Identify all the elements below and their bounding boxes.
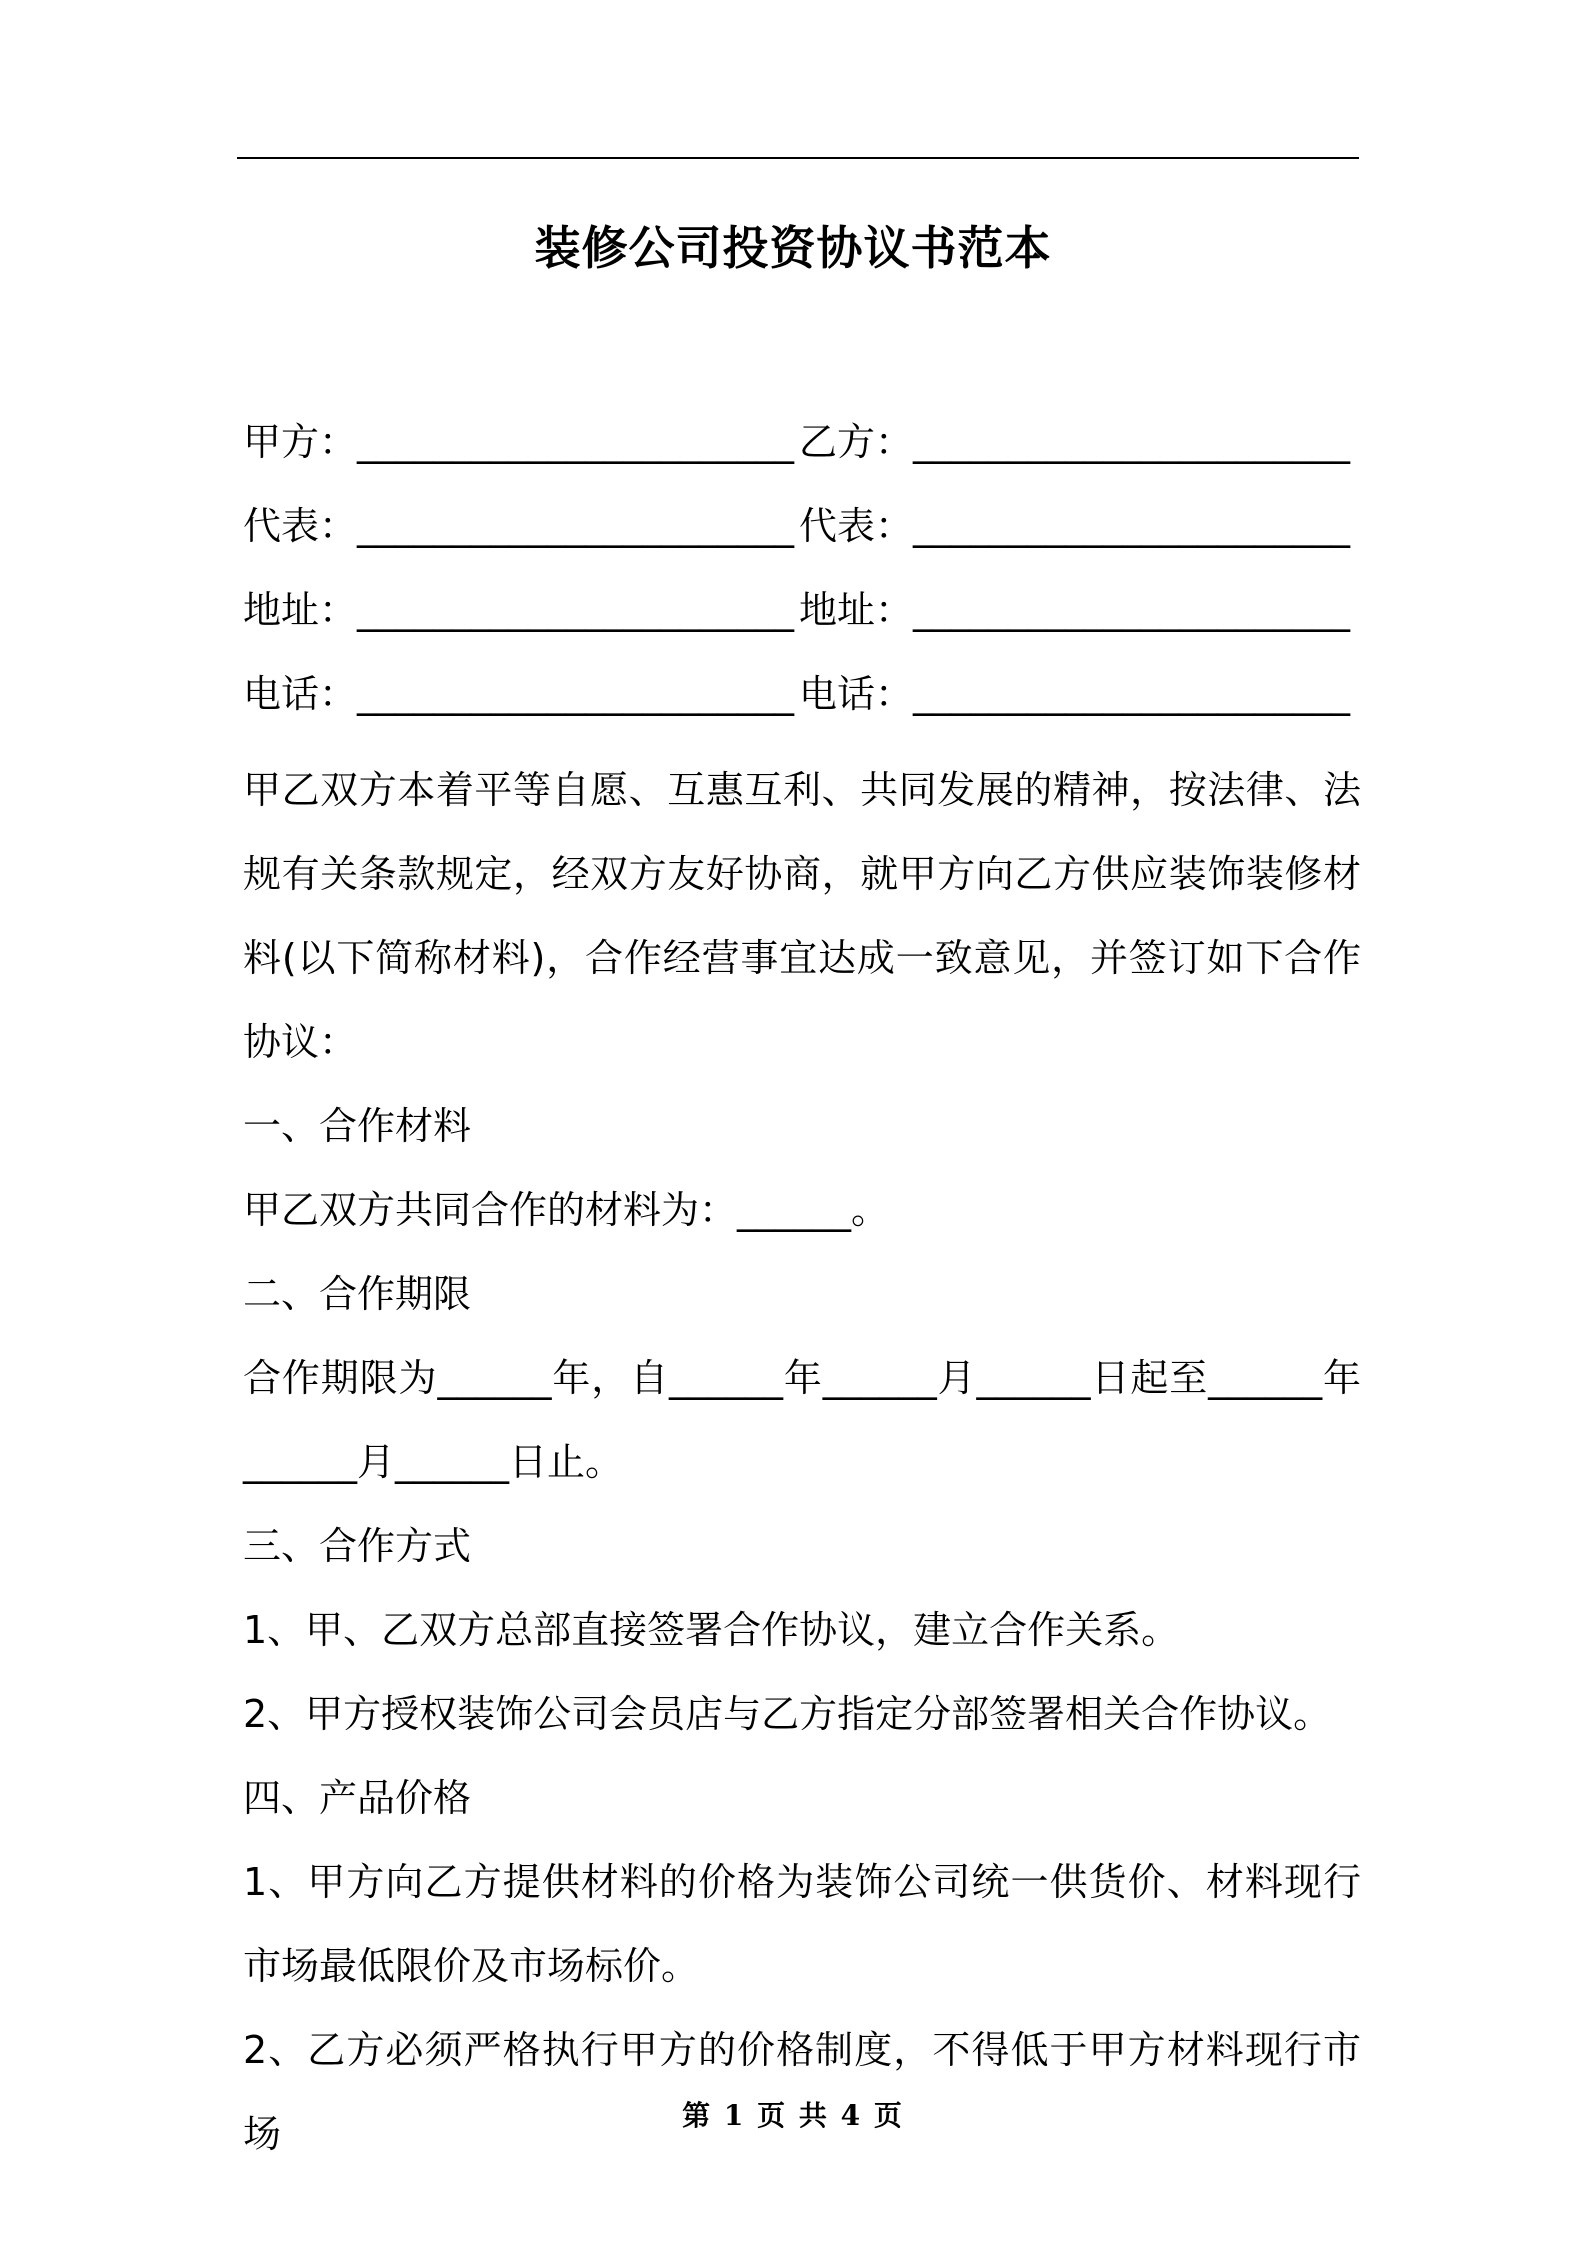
document-title: 装修公司投资协议书范本 — [534, 221, 1052, 275]
method-item-1: 1、甲、乙双方总部直接签署合作协议，建立合作关系。 — [243, 1608, 1180, 1652]
page-footer: 第 1 页 共 4 页 — [682, 2099, 904, 2132]
header-rule — [237, 157, 1359, 159]
party-b-address: 地址：_______________________ — [799, 588, 1351, 632]
method-item-2: 2、甲方授权装饰公司会员店与乙方指定分部签署相关合作协议。 — [243, 1692, 1332, 1736]
price-item-1: 1、甲方向乙方提供材料的价格为装饰公司统一供货价、材料现行市场最低限价及市场标价。 — [243, 1860, 1361, 1988]
party-b-name: 乙方：_______________________ — [799, 420, 1351, 464]
party-row-name — [243, 412, 1361, 496]
party-a-address: 地址：_______________________ — [243, 588, 795, 632]
document-body — [243, 412, 1361, 2176]
materials-paragraph: 甲乙双方共同合作的材料为：______。 — [243, 1188, 890, 1232]
party-a-representative: 代表：_______________________ — [243, 504, 795, 548]
intro-paragraph: 甲乙双方本着平等自愿、互惠互利、共同发展的精神，按法律、法规有关条款规定，经双方友好协商，就甲方向乙方供应装饰装修材料(以下简称材料)，合作经营事宜达成一致意见，并签订如下合作协议： — [243, 768, 1361, 1064]
party-row-representative — [243, 496, 1361, 580]
section-heading-price: 四、产品价格 — [243, 1776, 472, 1820]
price-item-2: 2、乙方必须严格执行甲方的价格制度，不得低于甲方材料现行市场 — [243, 2028, 1361, 2156]
party-a-phone: 电话：_______________________ — [243, 672, 795, 716]
term-paragraph: 合作期限为______年，自______年______月______日起至______年______月______日止。 — [243, 1356, 1361, 1484]
section-heading-term: 二、合作期限 — [243, 1272, 472, 1316]
party-b-representative: 代表：_______________________ — [799, 504, 1351, 548]
party-b-phone: 电话：_______________________ — [799, 672, 1351, 716]
party-row-address — [243, 580, 1361, 664]
section-heading-method: 三、合作方式 — [243, 1524, 472, 1568]
section-heading-materials: 一、合作材料 — [243, 1104, 472, 1148]
party-row-phone — [243, 664, 1361, 748]
party-a-name: 甲方：_______________________ — [243, 420, 795, 464]
